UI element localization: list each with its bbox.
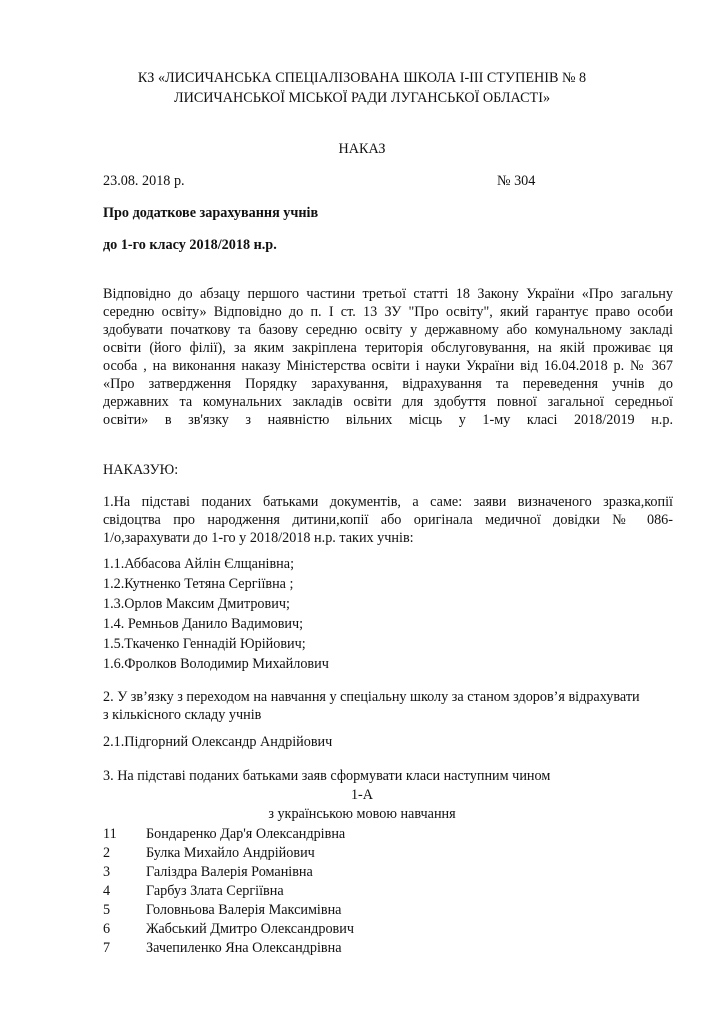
enrolled-student: 1.5.Ткаченко Геннадій Юрійович; <box>103 636 306 652</box>
item2-line: 2. У зв’язку з переходом на навчання у спеціальну школу за станом здоров’я відрахувати <box>103 689 640 705</box>
preamble-line: середню освіту» Відповідно до п. І ст. 13 ЗУ "Про освіту", який гарантує право особи <box>103 304 673 320</box>
roster-name: Бондаренко Дар'я Олександрівна <box>146 826 346 842</box>
item1-line: 1/о,зарахувати до 1-го у 2018/2018 н.р. таких учнів: <box>103 530 414 546</box>
roster-number: 6 <box>103 921 111 937</box>
header-line-2: ЛИСИЧАНСЬКОЇ МІСЬКОЇ РАДИ ЛУГАНСЬКОЇ ОБЛАСТІ» <box>173 90 551 106</box>
roster-name: Зачепиленко Яна Олександрівна <box>146 940 342 956</box>
enrolled-student: 1.3.Орлов Максим Дмитрович; <box>103 596 290 612</box>
item2-line: з кількісного складу учнів <box>103 707 262 723</box>
roster-name: Галіздра Валерія Романівна <box>146 864 313 880</box>
subject-line-2: до 1-го класу 2018/2018 н.р. <box>103 237 277 253</box>
roster-name: Жабський Дмитро Олександрович <box>146 921 354 937</box>
preamble-line: «Про затвердження Порядку зарахування, відрахування та переведення учнів до <box>103 376 673 392</box>
subject-line-1: Про додаткове зарахування учнів <box>103 205 319 221</box>
preamble-line: освіти (його філії), за яким закріплена територія обслуговування, на якій проживає ця <box>103 340 673 356</box>
preamble-line: освіти» в зв'язку з наявністю вільних місць у 1-му класі 2018/2019 н.р. <box>103 412 673 428</box>
expelled-student: 2.1.Підгорний Олександр Андрійович <box>103 734 333 750</box>
roster-number: 2 <box>103 845 111 861</box>
enrolled-student: 1.1.Аббасова Айлін Єлщанівна; <box>103 556 295 572</box>
roster-number: 3 <box>103 864 111 880</box>
roster-number: 5 <box>103 902 111 918</box>
class-language: з українською мовою навчання <box>268 806 456 822</box>
roster-number: 11 <box>103 826 117 842</box>
roster-number: 7 <box>103 940 111 956</box>
class-name: 1-А <box>350 787 374 803</box>
item1-line: 1.На підставі поданих батьками документів, а саме: заяви визначеного зразка,копії <box>103 494 673 510</box>
preamble-line: здобувати початкову та базову середню освіту у державному або комунальному закладі <box>103 322 673 338</box>
preamble-line: Відповідно до абзацу першого частини третьої статті 18 Закону України «Про загальну <box>103 286 673 302</box>
enrolled-student: 1.2.Кутненко Тетяна Сергіївна ; <box>103 576 294 592</box>
roster-number: 4 <box>103 883 111 899</box>
document-title: НАКАЗ <box>338 141 386 157</box>
roster-name: Головньова Валерія Максимівна <box>146 902 342 918</box>
order-number: № 304 <box>497 173 536 189</box>
preamble-line: державних та комунальних закладів освіти для здобуття повної загальної середньої <box>103 394 673 410</box>
item1-line: свідоцтва про народження дитини,копії або оригінала медичної довідки № 086- <box>103 512 673 528</box>
header-line-1: КЗ «ЛИСИЧАНСЬКА СПЕЦІАЛІЗОВАНА ШКОЛА І-ІІІ СТУПЕНІВ № 8 <box>137 70 587 86</box>
preamble-line: особа , на виконання наказу Міністерства освіти і науки України від 16.04.2018 р. № 367 <box>103 358 673 374</box>
enrolled-student: 1.4. Ремньов Данило Вадимович; <box>103 616 304 632</box>
roster-name: Гарбуз Злата Сергіївна <box>146 883 284 899</box>
order-heading: НАКАЗУЮ: <box>103 462 179 478</box>
order-date: 23.08. 2018 р. <box>103 173 185 189</box>
roster-name: Булка Михайло Андрійович <box>146 845 315 861</box>
enrolled-student: 1.6.Фролков Володимир Михайлович <box>103 656 329 672</box>
item3-line: 3. На підставі поданих батьками заяв сформувати класи наступним чином <box>103 768 551 784</box>
